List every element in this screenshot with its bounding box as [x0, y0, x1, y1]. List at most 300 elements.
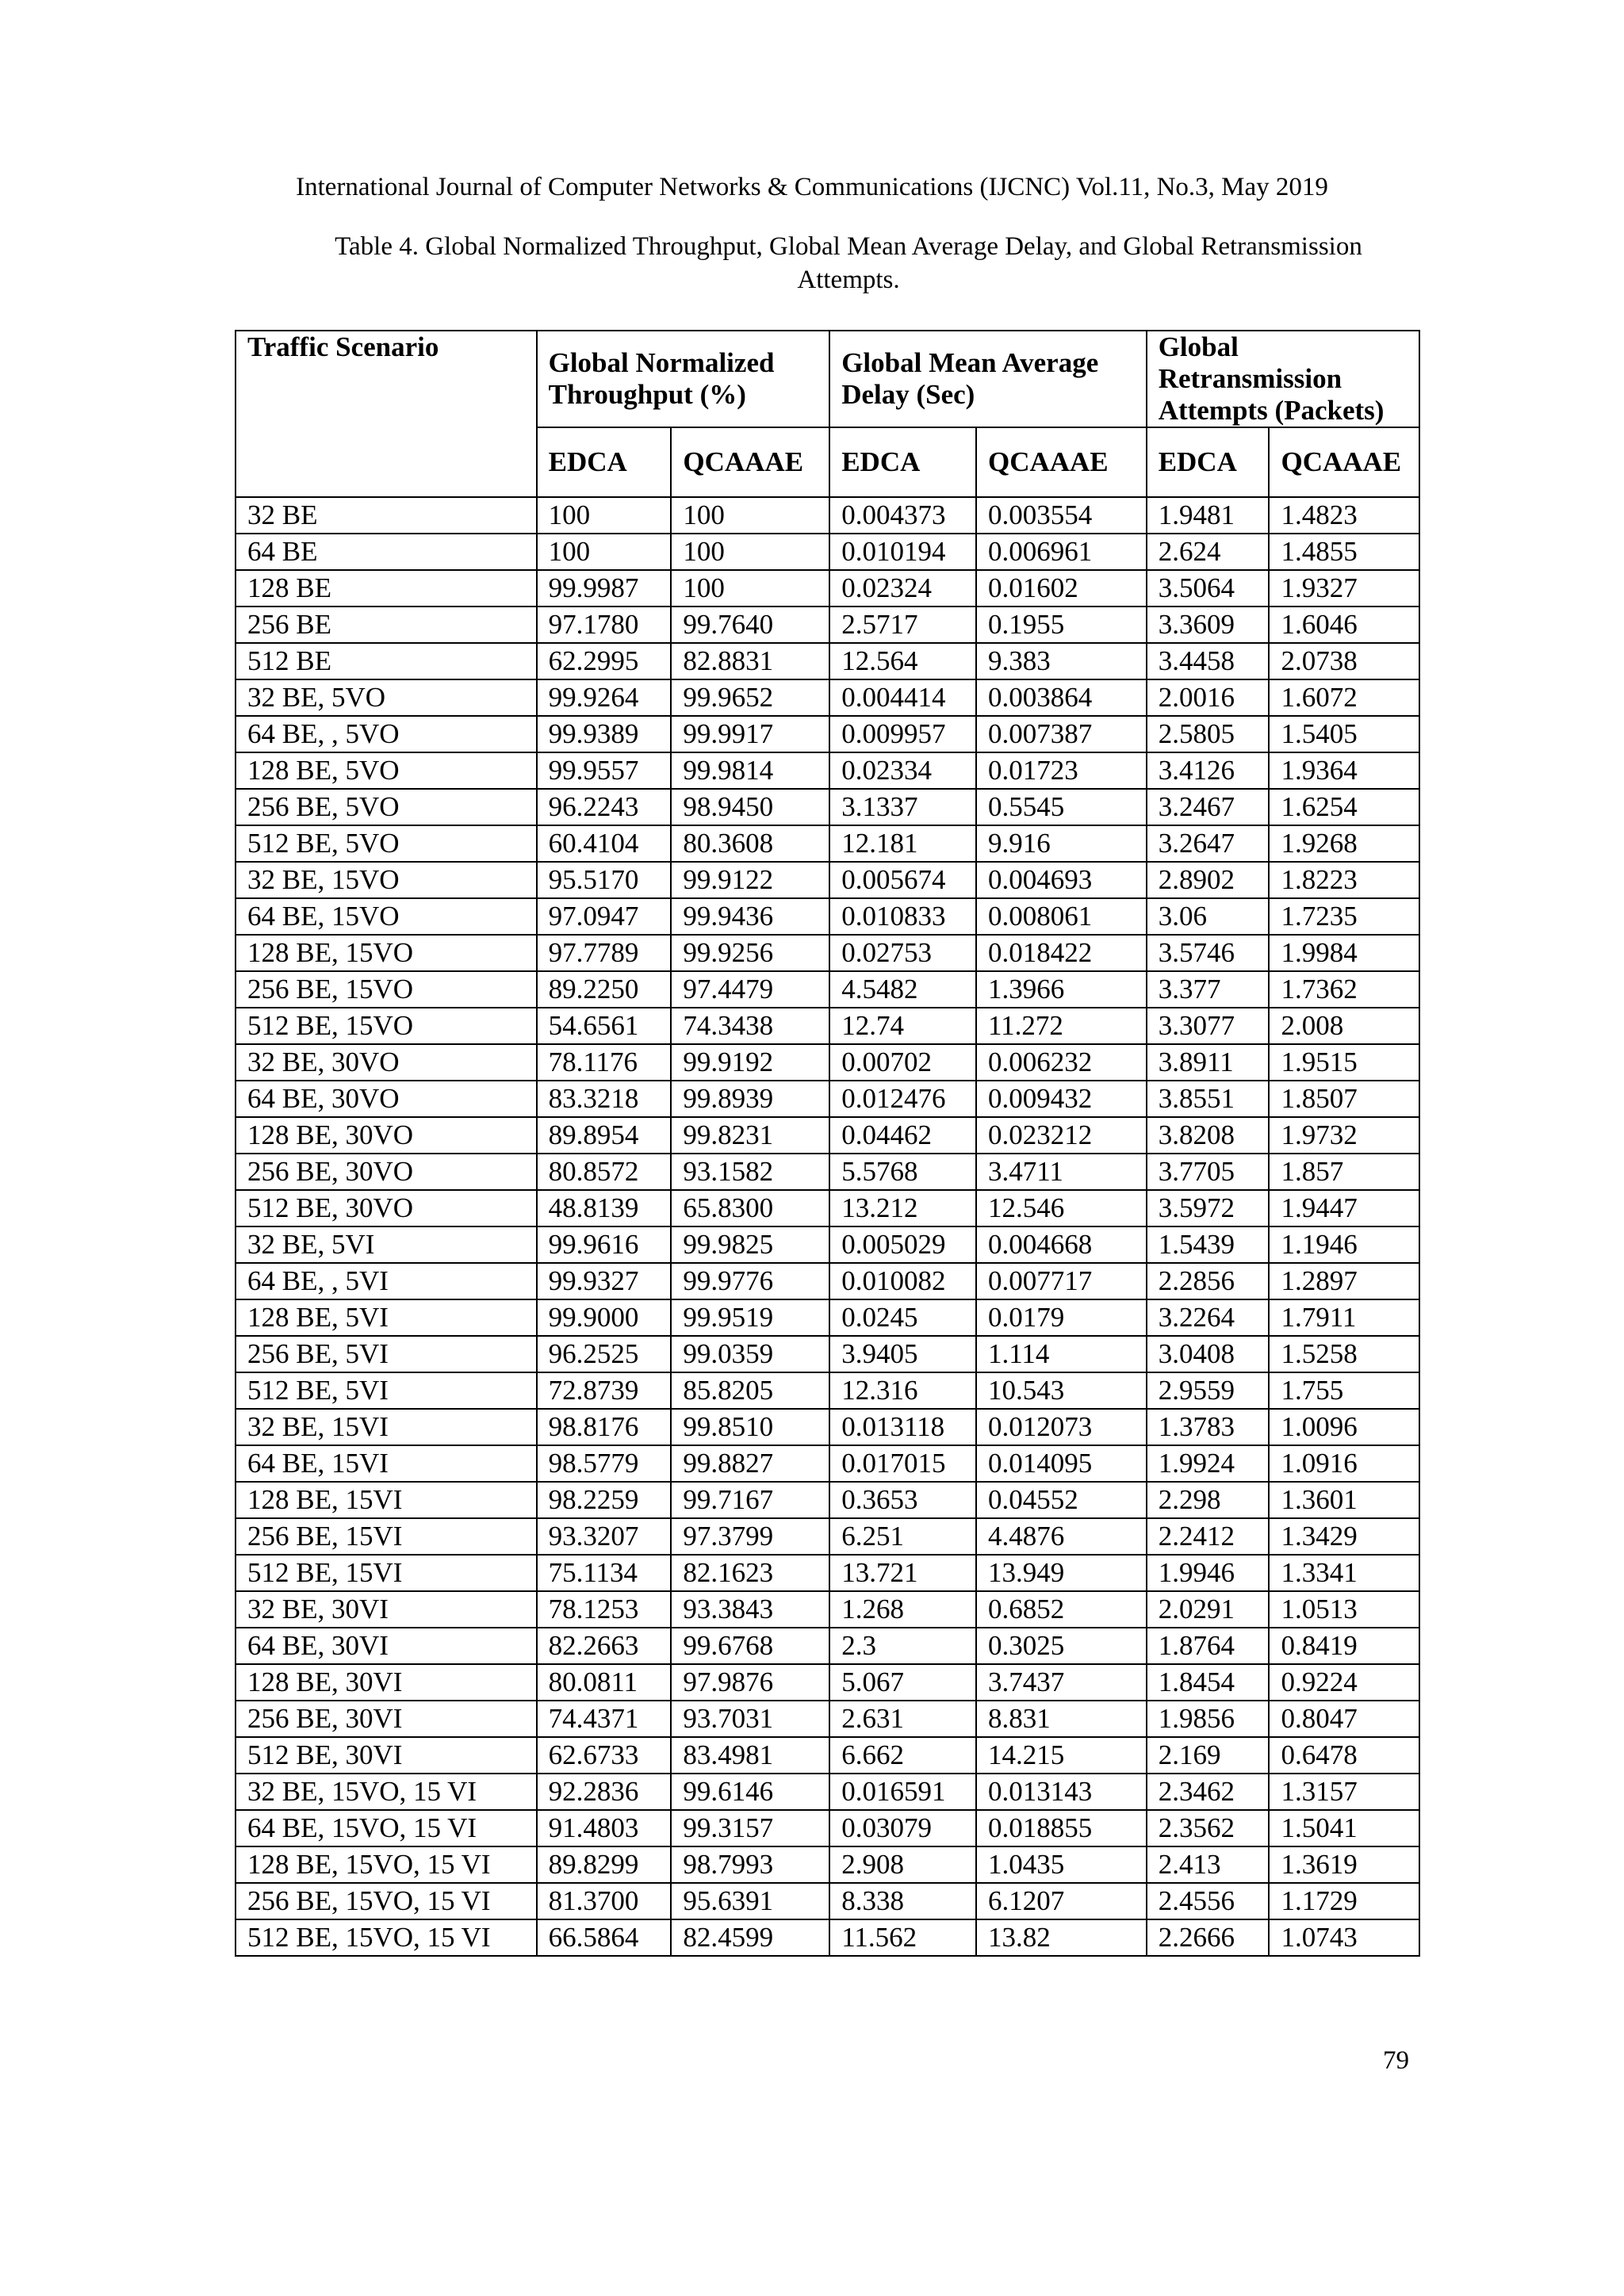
value-cell: 100: [671, 570, 829, 607]
value-cell: 1.9984: [1269, 935, 1419, 971]
scenario-cell: 32 BE: [236, 497, 537, 534]
table-row: [236, 862, 1419, 898]
value-cell: 2.169: [1147, 1737, 1270, 1774]
value-cell: 99.9192: [671, 1044, 829, 1081]
value-cell: 2.2412: [1147, 1518, 1270, 1555]
value-cell: 96.2243: [537, 789, 672, 825]
value-cell: 80.3608: [671, 825, 829, 862]
value-cell: 12.564: [829, 643, 976, 679]
table-row: [236, 1154, 1419, 1190]
value-cell: 3.5746: [1147, 935, 1270, 971]
value-cell: 78.1253: [537, 1591, 672, 1628]
value-cell: 97.9876: [671, 1664, 829, 1701]
value-cell: 1.9732: [1269, 1117, 1419, 1154]
table-row: [236, 1372, 1419, 1409]
delay-edca-header: EDCA: [829, 427, 976, 497]
value-cell: 2.0738: [1269, 643, 1419, 679]
value-cell: 1.2897: [1269, 1263, 1419, 1299]
value-cell: 4.4876: [976, 1518, 1147, 1555]
value-cell: 3.1337: [829, 789, 976, 825]
value-cell: 0.5545: [976, 789, 1147, 825]
value-cell: 6.1207: [976, 1883, 1147, 1919]
value-cell: 99.8827: [671, 1445, 829, 1482]
value-cell: 1.7235: [1269, 898, 1419, 935]
value-cell: 0.017015: [829, 1445, 976, 1482]
value-cell: 13.949: [976, 1555, 1147, 1591]
table-body: [236, 497, 1419, 1956]
table-row: [236, 1810, 1419, 1846]
value-cell: 83.4981: [671, 1737, 829, 1774]
value-cell: 3.3077: [1147, 1008, 1270, 1044]
value-cell: 0.007387: [976, 716, 1147, 752]
running-header: International Journal of Computer Networks & Communications (IJCNC) Vol.11, No.3, May 2019: [296, 173, 1328, 201]
value-cell: 1.8507: [1269, 1081, 1419, 1117]
table-row: [236, 607, 1419, 643]
table-row: [236, 1846, 1419, 1883]
value-cell: 1.5041: [1269, 1810, 1419, 1846]
value-cell: 91.4803: [537, 1810, 672, 1846]
value-cell: 2.3462: [1147, 1774, 1270, 1810]
value-cell: 89.8954: [537, 1117, 672, 1154]
scenario-cell: 32 BE, 5VI: [236, 1226, 537, 1263]
table-row: [236, 898, 1419, 935]
value-cell: 2.5717: [829, 607, 976, 643]
scenario-cell: 512 BE, 5VO: [236, 825, 537, 862]
value-cell: 12.181: [829, 825, 976, 862]
scenario-cell: 64 BE, 15VO, 15 VI: [236, 1810, 537, 1846]
table-row: [236, 1737, 1419, 1774]
value-cell: 1.0096: [1269, 1409, 1419, 1445]
value-cell: 99.9122: [671, 862, 829, 898]
scenario-cell: 256 BE, 30VO: [236, 1154, 537, 1190]
value-cell: 1.114: [976, 1336, 1147, 1372]
table-row: [236, 825, 1419, 862]
value-cell: 0.006232: [976, 1044, 1147, 1081]
scenario-cell: 64 BE, 30VI: [236, 1628, 537, 1664]
value-cell: 0.04462: [829, 1117, 976, 1154]
scenario-cell: 256 BE, 15VI: [236, 1518, 537, 1555]
scenario-cell: 32 BE, 30VI: [236, 1591, 537, 1628]
value-cell: 1.3619: [1269, 1846, 1419, 1883]
value-cell: 3.4711: [976, 1154, 1147, 1190]
table-row: [236, 1263, 1419, 1299]
table-row: [236, 1409, 1419, 1445]
scenario-cell: 256 BE, 15VO: [236, 971, 537, 1008]
value-cell: 93.3843: [671, 1591, 829, 1628]
value-cell: 2.3562: [1147, 1810, 1270, 1846]
value-cell: 2.8902: [1147, 862, 1270, 898]
value-cell: 0.023212: [976, 1117, 1147, 1154]
table-row: [236, 1518, 1419, 1555]
value-cell: 0.3025: [976, 1628, 1147, 1664]
value-cell: 3.8208: [1147, 1117, 1270, 1154]
value-cell: 0.0179: [976, 1299, 1147, 1336]
table-caption: Table 4. Global Normalized Throughput, Global Mean Average Delay, and Global Retransmission Attempts.: [335, 232, 1362, 294]
table-row: [236, 643, 1419, 679]
value-cell: 1.1729: [1269, 1883, 1419, 1919]
value-cell: 3.0408: [1147, 1336, 1270, 1372]
value-cell: 0.3653: [829, 1482, 976, 1518]
value-cell: 0.009432: [976, 1081, 1147, 1117]
value-cell: 3.9405: [829, 1336, 976, 1372]
value-cell: 3.8911: [1147, 1044, 1270, 1081]
value-cell: 1.8454: [1147, 1664, 1270, 1701]
value-cell: 1.9924: [1147, 1445, 1270, 1482]
scenario-cell: 128 BE, 15VO: [236, 935, 537, 971]
value-cell: 1.6072: [1269, 679, 1419, 716]
value-cell: 0.007717: [976, 1263, 1147, 1299]
value-cell: 100: [671, 497, 829, 534]
value-cell: 0.012073: [976, 1409, 1147, 1445]
scenario-cell: 256 BE, 5VO: [236, 789, 537, 825]
value-cell: 2.2666: [1147, 1919, 1270, 1956]
value-cell: 11.562: [829, 1919, 976, 1956]
value-cell: 0.008061: [976, 898, 1147, 935]
value-cell: 1.3783: [1147, 1409, 1270, 1445]
value-cell: 1.9515: [1269, 1044, 1419, 1081]
table-row: [236, 1482, 1419, 1518]
value-cell: 0.003554: [976, 497, 1147, 534]
value-cell: 0.013118: [829, 1409, 976, 1445]
value-cell: 99.3157: [671, 1810, 829, 1846]
retransmission-qcaaae-header: QCAAAE: [1269, 427, 1419, 497]
value-cell: 0.004693: [976, 862, 1147, 898]
value-cell: 1.9327: [1269, 570, 1419, 607]
value-cell: 99.7640: [671, 607, 829, 643]
value-cell: 1.0743: [1269, 1919, 1419, 1956]
value-cell: 3.3609: [1147, 607, 1270, 643]
value-cell: 1.3341: [1269, 1555, 1419, 1591]
value-cell: 54.6561: [537, 1008, 672, 1044]
value-cell: 93.7031: [671, 1701, 829, 1737]
value-cell: 2.4556: [1147, 1883, 1270, 1919]
value-cell: 62.2995: [537, 643, 672, 679]
value-cell: 0.6852: [976, 1591, 1147, 1628]
value-cell: 0.0245: [829, 1299, 976, 1336]
value-cell: 12.316: [829, 1372, 976, 1409]
value-cell: 2.624: [1147, 534, 1270, 570]
value-cell: 1.6046: [1269, 607, 1419, 643]
value-cell: 2.3: [829, 1628, 976, 1664]
value-cell: 83.3218: [537, 1081, 672, 1117]
table-row: [236, 497, 1419, 534]
value-cell: 2.5805: [1147, 716, 1270, 752]
table-row: [236, 1628, 1419, 1664]
scenario-cell: 128 BE, 15VO, 15 VI: [236, 1846, 537, 1883]
value-cell: 0.010082: [829, 1263, 976, 1299]
value-cell: 3.377: [1147, 971, 1270, 1008]
value-cell: 0.010194: [829, 534, 976, 570]
value-cell: 82.2663: [537, 1628, 672, 1664]
table-row: [236, 1774, 1419, 1810]
value-cell: 0.8419: [1269, 1628, 1419, 1664]
value-cell: 98.5779: [537, 1445, 672, 1482]
retransmission-edca-header: EDCA: [1147, 427, 1270, 497]
value-cell: 5.5768: [829, 1154, 976, 1190]
scenario-cell: 32 BE, 5VO: [236, 679, 537, 716]
value-cell: 0.012476: [829, 1081, 976, 1117]
value-cell: 96.2525: [537, 1336, 672, 1372]
value-cell: 0.014095: [976, 1445, 1147, 1482]
value-cell: 62.6733: [537, 1737, 672, 1774]
table-row: [236, 1445, 1419, 1482]
value-cell: 1.9481: [1147, 497, 1270, 534]
value-cell: 74.4371: [537, 1701, 672, 1737]
scenario-cell: 512 BE, 30VI: [236, 1737, 537, 1774]
value-cell: 99.9519: [671, 1299, 829, 1336]
value-cell: 3.8551: [1147, 1081, 1270, 1117]
group-header-row: [236, 331, 1419, 427]
scenario-cell: 256 BE, 30VI: [236, 1701, 537, 1737]
value-cell: 1.4823: [1269, 497, 1419, 534]
value-cell: 1.0435: [976, 1846, 1147, 1883]
value-cell: 99.9776: [671, 1263, 829, 1299]
value-cell: 82.1623: [671, 1555, 829, 1591]
value-cell: 1.5405: [1269, 716, 1419, 752]
value-cell: 13.721: [829, 1555, 976, 1591]
value-cell: 10.543: [976, 1372, 1147, 1409]
scenario-cell: 32 BE, 15VO, 15 VI: [236, 1774, 537, 1810]
value-cell: 78.1176: [537, 1044, 672, 1081]
table-row: [236, 534, 1419, 570]
value-cell: 99.9256: [671, 935, 829, 971]
value-cell: 1.857: [1269, 1154, 1419, 1190]
value-cell: 2.0016: [1147, 679, 1270, 716]
delay-qcaaae-header: QCAAAE: [976, 427, 1147, 497]
scenario-cell: 512 BE, 30VO: [236, 1190, 537, 1226]
table-row: [236, 1919, 1419, 1956]
value-cell: 100: [537, 534, 672, 570]
value-cell: 97.4479: [671, 971, 829, 1008]
value-cell: 1.9856: [1147, 1701, 1270, 1737]
value-cell: 85.8205: [671, 1372, 829, 1409]
value-cell: 97.0947: [537, 898, 672, 935]
value-cell: 3.5972: [1147, 1190, 1270, 1226]
value-cell: 99.9987: [537, 570, 672, 607]
table-row: [236, 1555, 1419, 1591]
value-cell: 0.02324: [829, 570, 976, 607]
value-cell: 0.018422: [976, 935, 1147, 971]
value-cell: 99.6146: [671, 1774, 829, 1810]
scenario-cell: 64 BE: [236, 534, 537, 570]
value-cell: 0.8047: [1269, 1701, 1419, 1737]
value-cell: 0.006961: [976, 534, 1147, 570]
throughput-qcaaae-header: QCAAAE: [671, 427, 829, 497]
value-cell: 3.2647: [1147, 825, 1270, 862]
value-cell: 1.1946: [1269, 1226, 1419, 1263]
value-cell: 80.8572: [537, 1154, 672, 1190]
value-cell: 95.5170: [537, 862, 672, 898]
scenario-cell: 64 BE, , 5VO: [236, 716, 537, 752]
value-cell: 1.3157: [1269, 1774, 1419, 1810]
value-cell: 74.3438: [671, 1008, 829, 1044]
value-cell: 2.008: [1269, 1008, 1419, 1044]
value-cell: 1.3429: [1269, 1518, 1419, 1555]
value-cell: 3.5064: [1147, 570, 1270, 607]
scenario-cell: 32 BE, 15VO: [236, 862, 537, 898]
value-cell: 2.298: [1147, 1482, 1270, 1518]
table-row: [236, 1081, 1419, 1117]
value-cell: 2.631: [829, 1701, 976, 1737]
table-row: [236, 1883, 1419, 1919]
table-row: [236, 1190, 1419, 1226]
value-cell: 0.013143: [976, 1774, 1147, 1810]
value-cell: 0.6478: [1269, 1737, 1419, 1774]
value-cell: 11.272: [976, 1008, 1147, 1044]
value-cell: 98.7993: [671, 1846, 829, 1883]
table-row: [236, 1591, 1419, 1628]
value-cell: 2.9559: [1147, 1372, 1270, 1409]
value-cell: 0.04552: [976, 1482, 1147, 1518]
scenario-cell: 64 BE, 30VO: [236, 1081, 537, 1117]
value-cell: 1.5439: [1147, 1226, 1270, 1263]
value-cell: 99.8231: [671, 1117, 829, 1154]
value-cell: 9.916: [976, 825, 1147, 862]
value-cell: 0.03079: [829, 1810, 976, 1846]
scenario-cell: 128 BE, 5VO: [236, 752, 537, 789]
scenario-cell: 128 BE, 30VO: [236, 1117, 537, 1154]
throughput-edca-header: EDCA: [537, 427, 672, 497]
value-cell: 60.4104: [537, 825, 672, 862]
scenario-cell: 256 BE, 5VI: [236, 1336, 537, 1372]
value-cell: 1.7362: [1269, 971, 1419, 1008]
value-cell: 99.7167: [671, 1482, 829, 1518]
table-row: [236, 679, 1419, 716]
value-cell: 82.8831: [671, 643, 829, 679]
scenario-cell: 64 BE, 15VI: [236, 1445, 537, 1482]
value-cell: 89.2250: [537, 971, 672, 1008]
value-cell: 1.5258: [1269, 1336, 1419, 1372]
value-cell: 0.01602: [976, 570, 1147, 607]
retransmission-group-header: Global Retransmission Attempts (Packets): [1147, 331, 1419, 427]
value-cell: 98.9450: [671, 789, 829, 825]
value-cell: 0.02753: [829, 935, 976, 971]
scenario-cell: 512 BE, 5VI: [236, 1372, 537, 1409]
value-cell: 2.413: [1147, 1846, 1270, 1883]
value-cell: 0.005029: [829, 1226, 976, 1263]
scenario-cell: 256 BE, 15VO, 15 VI: [236, 1883, 537, 1919]
value-cell: 13.82: [976, 1919, 1147, 1956]
value-cell: 1.9946: [1147, 1555, 1270, 1591]
value-cell: 8.338: [829, 1883, 976, 1919]
value-cell: 100: [671, 534, 829, 570]
scenario-cell: 32 BE, 30VO: [236, 1044, 537, 1081]
value-cell: 1.6254: [1269, 789, 1419, 825]
scenario-cell: 128 BE, 5VI: [236, 1299, 537, 1336]
value-cell: 89.8299: [537, 1846, 672, 1883]
value-cell: 66.5864: [537, 1919, 672, 1956]
table-row: [236, 789, 1419, 825]
scenario-cell: 128 BE, 30VI: [236, 1664, 537, 1701]
value-cell: 1.4855: [1269, 534, 1419, 570]
value-cell: 1.9447: [1269, 1190, 1419, 1226]
value-cell: 1.8223: [1269, 862, 1419, 898]
scenario-cell: 512 BE, 15VI: [236, 1555, 537, 1591]
scenario-cell: 512 BE, 15VO: [236, 1008, 537, 1044]
value-cell: 0.018855: [976, 1810, 1147, 1846]
value-cell: 97.1780: [537, 607, 672, 643]
value-cell: 99.9389: [537, 716, 672, 752]
value-cell: 97.3799: [671, 1518, 829, 1555]
value-cell: 0.1955: [976, 607, 1147, 643]
throughput-group-header: Global Normalized Throughput (%): [537, 331, 830, 427]
value-cell: 82.4599: [671, 1919, 829, 1956]
table-row: [236, 1701, 1419, 1737]
value-cell: 99.9917: [671, 716, 829, 752]
delay-group-header: Global Mean Average Delay (Sec): [829, 331, 1146, 427]
value-cell: 1.0513: [1269, 1591, 1419, 1628]
value-cell: 99.8939: [671, 1081, 829, 1117]
value-cell: 80.0811: [537, 1664, 672, 1701]
value-cell: 6.251: [829, 1518, 976, 1555]
value-cell: 3.06: [1147, 898, 1270, 935]
value-cell: 98.8176: [537, 1409, 672, 1445]
value-cell: 93.3207: [537, 1518, 672, 1555]
table-row: [236, 752, 1419, 789]
table-row: [236, 1044, 1419, 1081]
scenario-cell: 128 BE, 15VI: [236, 1482, 537, 1518]
value-cell: 0.01723: [976, 752, 1147, 789]
value-cell: 3.4126: [1147, 752, 1270, 789]
scenario-cell: 256 BE: [236, 607, 537, 643]
value-cell: 0.009957: [829, 716, 976, 752]
value-cell: 5.067: [829, 1664, 976, 1701]
scenario-cell: 512 BE: [236, 643, 537, 679]
value-cell: 8.831: [976, 1701, 1147, 1737]
value-cell: 99.8510: [671, 1409, 829, 1445]
page-number: 79: [1383, 2046, 1409, 2075]
value-cell: 99.6768: [671, 1628, 829, 1664]
value-cell: 1.755: [1269, 1372, 1419, 1409]
value-cell: 1.7911: [1269, 1299, 1419, 1336]
value-cell: 99.9436: [671, 898, 829, 935]
table-row: [236, 570, 1419, 607]
value-cell: 1.9268: [1269, 825, 1419, 862]
value-cell: 1.3601: [1269, 1482, 1419, 1518]
value-cell: 2.0291: [1147, 1591, 1270, 1628]
value-cell: 1.9364: [1269, 752, 1419, 789]
value-cell: 92.2836: [537, 1774, 672, 1810]
value-cell: 0.02334: [829, 752, 976, 789]
value-cell: 13.212: [829, 1190, 976, 1226]
value-cell: 1.3966: [976, 971, 1147, 1008]
value-cell: 93.1582: [671, 1154, 829, 1190]
value-cell: 0.003864: [976, 679, 1147, 716]
value-cell: 3.7437: [976, 1664, 1147, 1701]
value-cell: 14.215: [976, 1737, 1147, 1774]
value-cell: 0.004414: [829, 679, 976, 716]
table-row: [236, 1117, 1419, 1154]
table-row: [236, 1299, 1419, 1336]
value-cell: 0.016591: [829, 1774, 976, 1810]
value-cell: 0.010833: [829, 898, 976, 935]
value-cell: 81.3700: [537, 1883, 672, 1919]
value-cell: 99.0359: [671, 1336, 829, 1372]
value-cell: 98.2259: [537, 1482, 672, 1518]
value-cell: 48.8139: [537, 1190, 672, 1226]
value-cell: 100: [537, 497, 672, 534]
value-cell: 4.5482: [829, 971, 976, 1008]
value-cell: 65.8300: [671, 1190, 829, 1226]
value-cell: 75.1134: [537, 1555, 672, 1591]
table-row: [236, 716, 1419, 752]
value-cell: 1.8764: [1147, 1628, 1270, 1664]
value-cell: 3.7705: [1147, 1154, 1270, 1190]
value-cell: 99.9327: [537, 1263, 672, 1299]
value-cell: 1.0916: [1269, 1445, 1419, 1482]
value-cell: 6.662: [829, 1737, 976, 1774]
value-cell: 0.004668: [976, 1226, 1147, 1263]
